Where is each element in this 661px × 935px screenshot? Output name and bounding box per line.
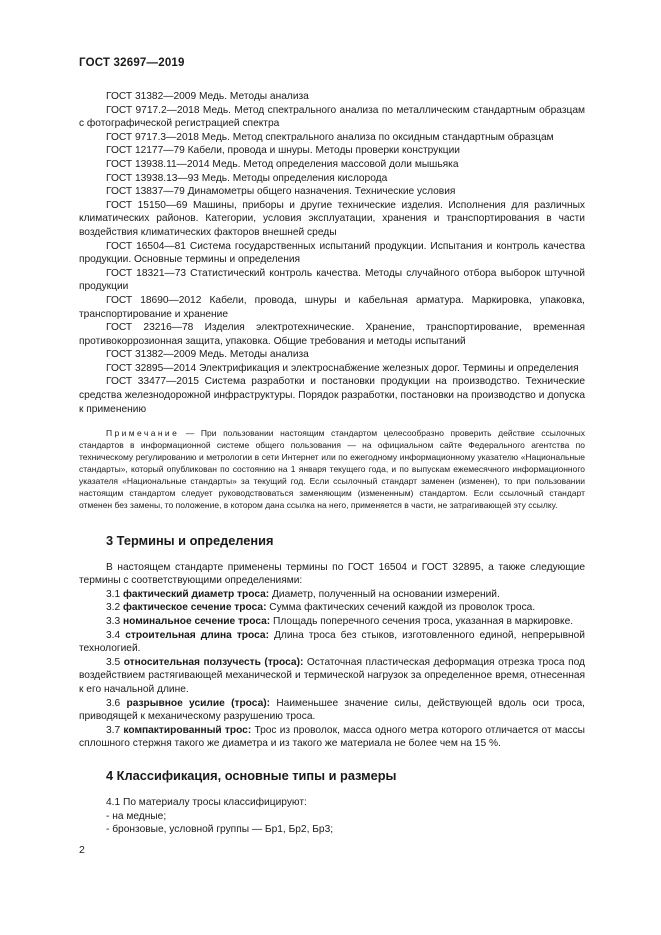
term-item [79, 615, 585, 629]
term-number: 3.1 [106, 588, 121, 600]
list-item: - на медные; [106, 810, 167, 822]
term-definition: Диаметр, полученный на основании измерений. [269, 588, 500, 600]
page-number: 2 [79, 844, 85, 856]
reference-item: ГОСТ 13938.13—93 Медь. Методы определения кислорода [106, 172, 388, 184]
term-number: 3.2 [106, 602, 121, 614]
reference-item: ГОСТ 32895—2014 Электрификация и электроснабжение железных дорог. Термины и определения [106, 362, 579, 374]
section-4-heading: 4 Классификация, основные типы и размеры [106, 767, 397, 783]
term-definition: Площадь поперечного сечения троса, указанная в маркировке. [270, 615, 574, 627]
term-number: 3.7 [106, 724, 121, 736]
term-name: относительная ползучесть (троса): [123, 656, 304, 668]
term-number: 3.6 [106, 697, 121, 709]
reference-item: ГОСТ 33477—2015 Система разработки и постановки продукции на производство. Технические средства железнодорожной инфраструктуры. Порядок разработки, постановки на производство и допуска к применению [79, 376, 585, 415]
term-definition: Остаточная пластическая деформация отрезка троса под воздействием растягивающей механической и термической нагрузок за определенное время, отнесенная к его начальной длине. [79, 656, 585, 695]
note-label: Примечание [106, 428, 180, 439]
list-item: - бронзовые, условной группы — Бр1, Бр2, Бр3; [106, 824, 334, 836]
term-item [79, 601, 585, 615]
reference-item: ГОСТ 16504—81 Система государственных испытаний продукции. Испытания и контроль качества продукции. Основные термины и определения [79, 240, 585, 266]
reference-item: ГОСТ 9717.3—2018 Медь. Метод спектрального анализа по оксидным стандартным образцам [106, 131, 554, 143]
term-definition: Трос из проволок, масса одного метра которого отличается от массы сплошного стержня такого же диаметра и из такого же материала не более чем на 15 %. [79, 724, 585, 750]
document-header: ГОСТ 32697—2019 [79, 57, 185, 69]
reference-item: ГОСТ 13837—79 Динамометры общего назначения. Технические условия [106, 186, 456, 198]
reference-item: ГОСТ 18321—73 Статистический контроль качества. Методы случайного отбора выборок штучной продукции [79, 267, 585, 293]
note-paragraph [79, 428, 585, 511]
reference-item: ГОСТ 9717.2—2018 Медь. Метод спектрального анализа по металлическим стандартным образцам с фотографической регистрацией спектра [79, 104, 585, 130]
reference-item: ГОСТ 18690—2012 Кабели, провода, шнуры и кабельная арматура. Маркировка, упаковка, транспортирование и хранение [79, 294, 585, 320]
term-definition: Сумма фактических сечений каждой из проволок троса. [266, 602, 536, 614]
term-name: компактированный трос: [123, 724, 252, 736]
reference-item: ГОСТ 15150—69 Машины, приборы и другие технические изделия. Исполнения для различных климатических районов. Категории, условия эксплуатации, хранения и транспортирования в части воздействия климатических факторов внешней среды [79, 199, 585, 238]
term-item [79, 697, 585, 724]
reference-item: ГОСТ 13938.11—2014 Медь. Метод определения массовой доли мышьяка [106, 158, 459, 170]
section-3-intro: В настоящем стандарте применены термины по ГОСТ 16504 и ГОСТ 32895, а также следующие термины с соответствующими определениями: [79, 561, 585, 587]
note-text: — При пользовании настоящим стандартом целесообразно проверить действие ссылочных стандартов в информационной системе общего пользования — на официальном сайте Федерального агентства по техническому регулированию и метрологии в сети Интернет или по ежегодному информационному указателю «Национальные стандарты», который опубликован по состоянию на 1 января текущего года, и по выпускам ежемесячного информационного указателя «Национальные стандарты» за текущий год. Если ссылочный стандарт заменен (изменен), то при пользовании настоящим стандартом следует руководствоваться заменяющим (измененным) стандартом. Если ссылочный стандарт отменен без замены, то положение, в котором дана ссылка на него, применяется в части, не затрагивающей эту ссылку. [79, 428, 585, 510]
term-definition: Длина троса без стыков, изготовленного единой, непрерывной технологией. [79, 629, 585, 655]
term-name: фактический диаметр троса: [123, 588, 270, 600]
section-4-intro: 4.1 По материалу тросы классифицируют: [106, 796, 307, 808]
term-name: разрывное усилие (троса): [126, 697, 271, 709]
term-item [79, 629, 585, 656]
term-name: строительная длина троса: [125, 629, 269, 641]
reference-item: ГОСТ 31382—2009 Медь. Методы анализа [106, 349, 309, 361]
term-number: 3.4 [106, 629, 121, 641]
term-number: 3.5 [106, 656, 121, 668]
term-name: фактическое сечение троса: [123, 602, 267, 614]
reference-item: ГОСТ 23216—78 Изделия электротехнические. Хранение, транспортирование, временная противокоррозионная защита, упаковка. Общие требования и методы испытаний [79, 322, 585, 347]
reference-item: ГОСТ 31382—2009 Медь. Методы анализа [106, 91, 309, 102]
document-body [79, 90, 585, 837]
term-item [79, 656, 585, 697]
term-number: 3.3 [106, 615, 121, 627]
term-name: номинальное сечение троса: [123, 615, 271, 627]
term-item [79, 724, 585, 751]
reference-item: ГОСТ 12177—79 Кабели, провода и шнуры. Методы проверки конструкции [106, 145, 460, 157]
term-item [79, 588, 585, 602]
section-3-heading: 3 Термины и определения [106, 532, 274, 548]
references-list [79, 90, 585, 416]
term-definition: Наименьшее значение силы, действующей вдоль оси троса, приводящей к механическому разрушению троса. [79, 697, 585, 723]
